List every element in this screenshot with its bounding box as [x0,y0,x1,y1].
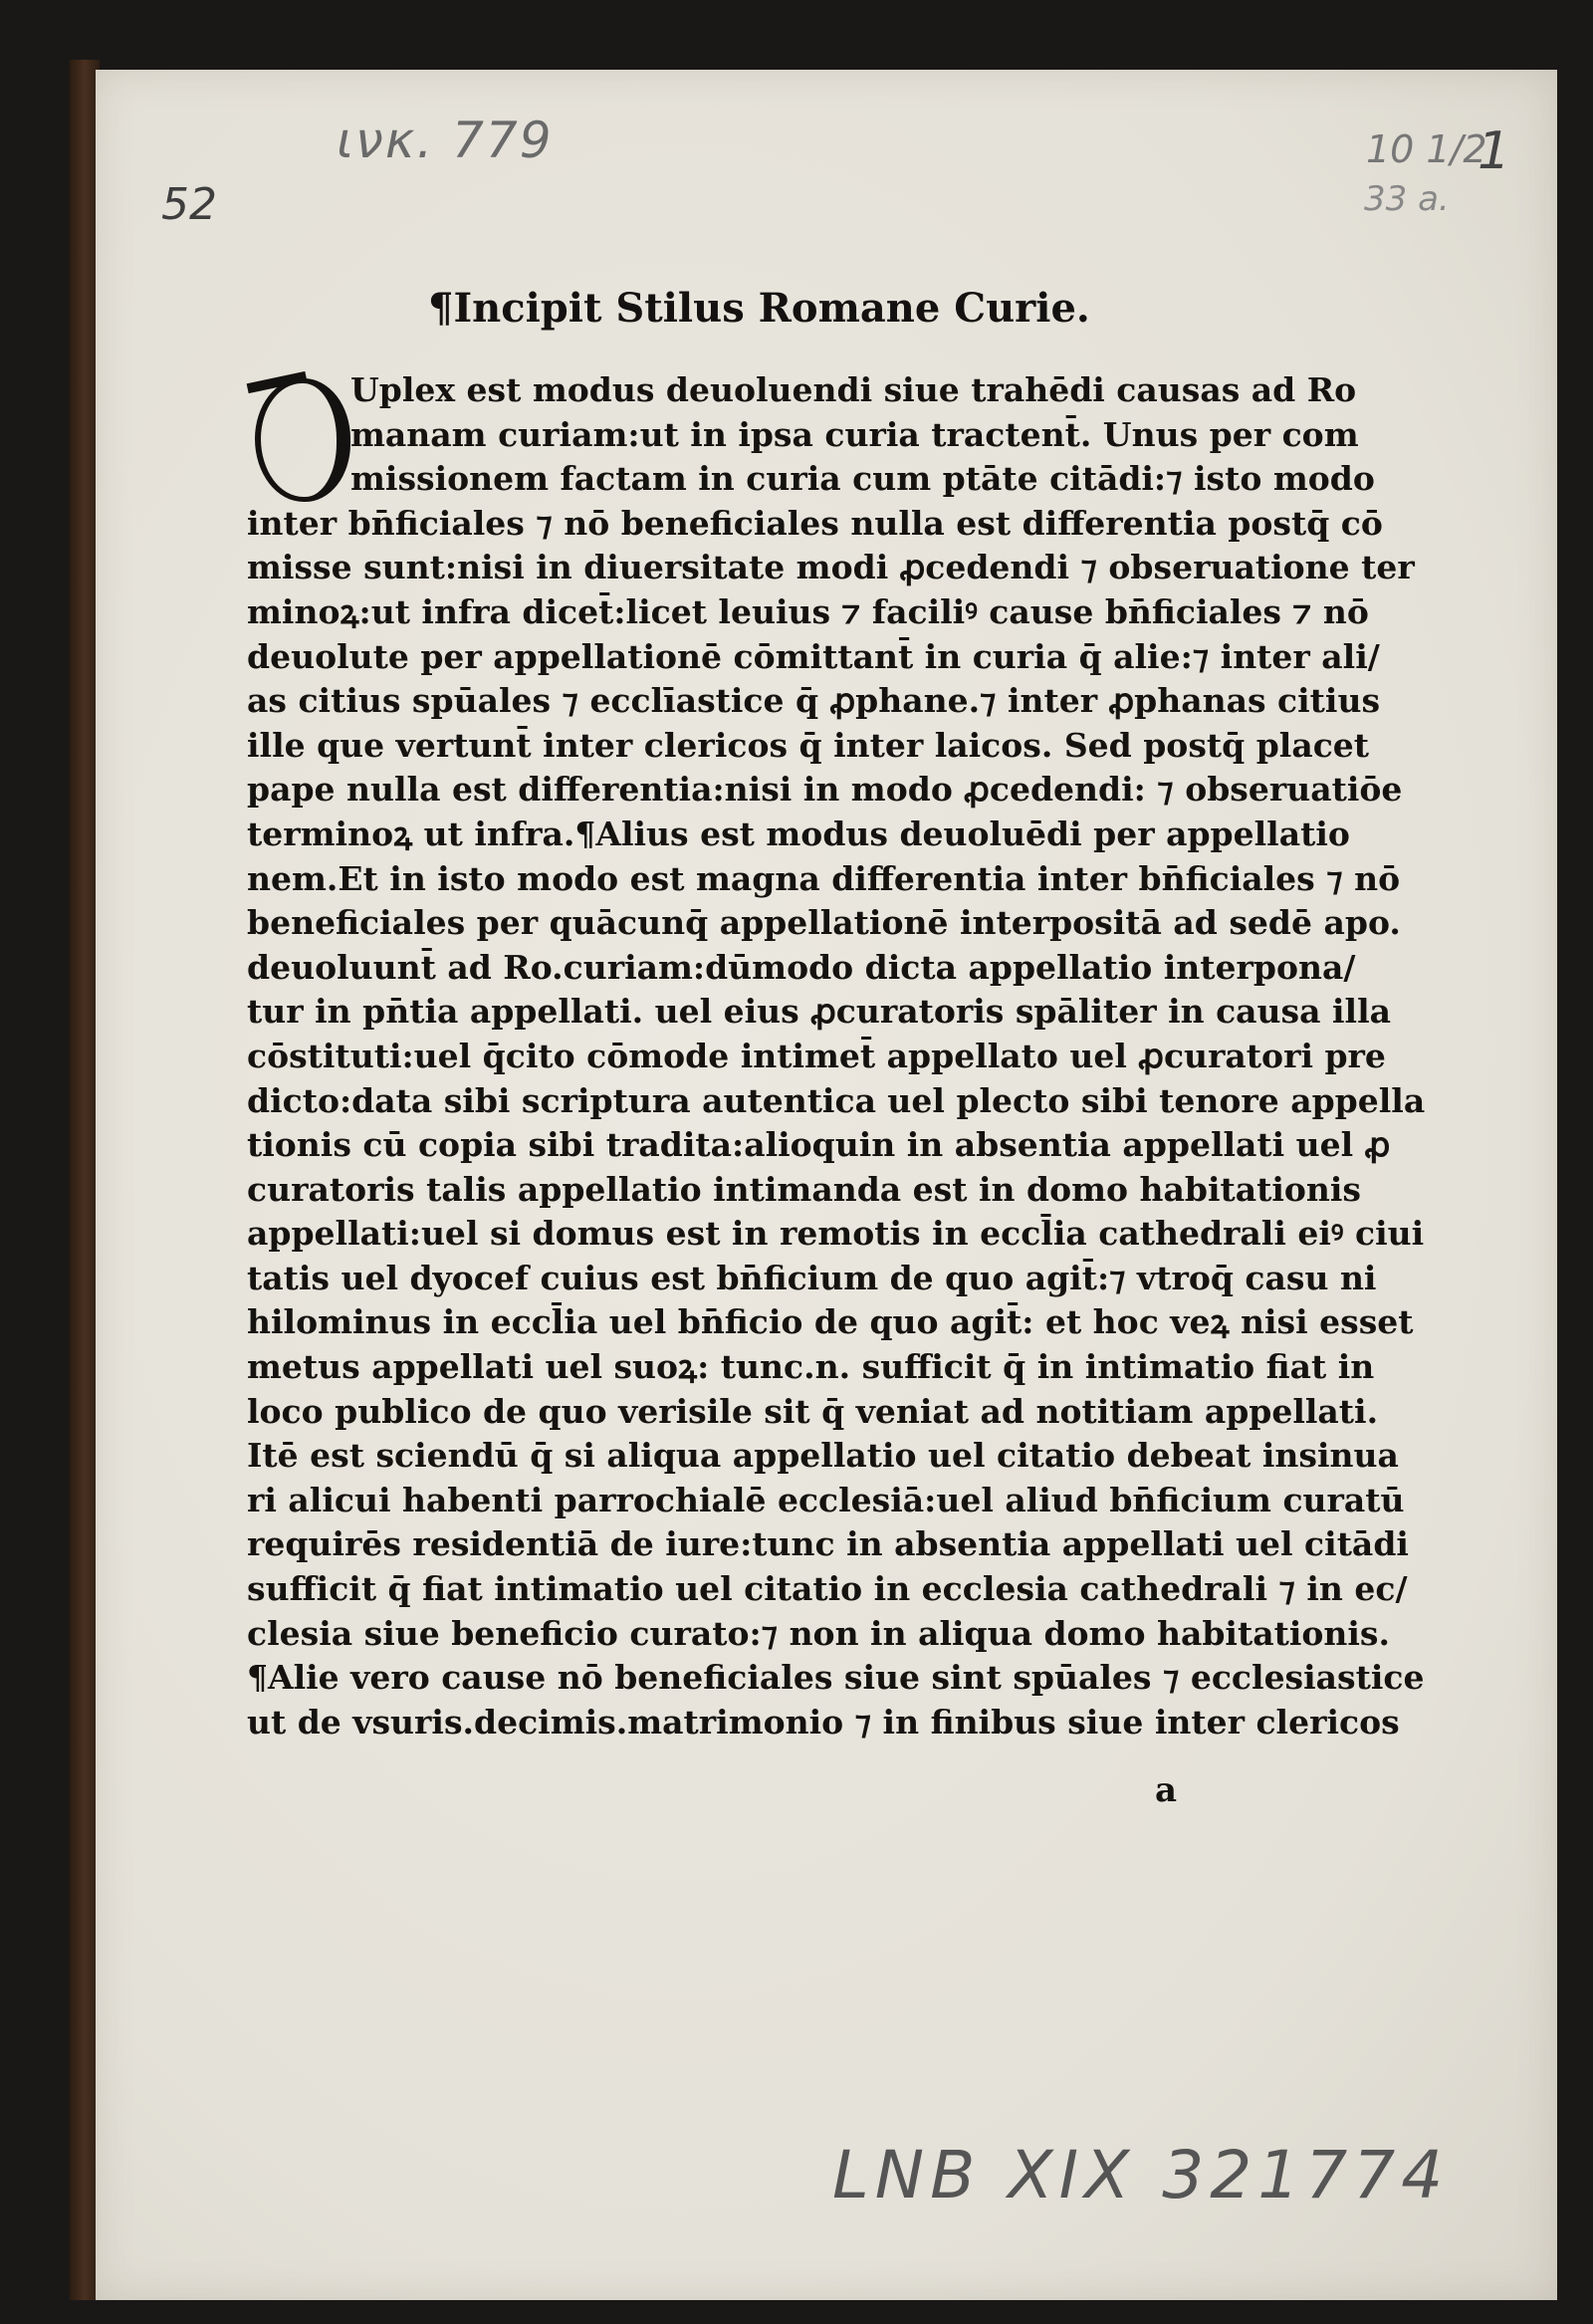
top-shelfmark: ινκ. 779 [337,112,554,169]
text-line: beneficiales per quācunq̄ appellationē interpositā ad sedē apo. [247,903,1401,943]
text-line: Uplex est modus deuoluendi siue trahēdi causas ad Ro [350,370,1357,409]
text-line: ¶Alie vero cause nō beneficiales siue sint spūales ⁊ ecclesiastice [247,1658,1425,1698]
right-margin-number-3: 33 a. [1364,179,1450,219]
text-line: inter bn̄ficiales ⁊ nō beneficiales nulla est differentia postq̄ cō [247,503,1383,543]
text-line: Itē est sciendū q̄ si aliqua appellatio uel citatio debeat insinua [247,1436,1399,1476]
text-line: curatoris talis appellatio intimanda est in domo habitationis [247,1169,1362,1209]
text-line: clesia siue beneficio curato:⁊ non in aliqua domo habitationis. [247,1613,1390,1653]
text-line: deuolute per appellationē cōmittant̄ in curia q̄ alie:⁊ inter ali/ [247,636,1380,676]
text-line: nem.Et in isto modo est magna differentia inter bn̄ficiales ⁊ nō [247,858,1401,898]
text-line: tionis cū copia sibi tradita:alioquin in absentia appellati uel ꝓ [247,1125,1391,1165]
body-text [247,368,1426,1744]
text-line: appellati:uel si domus est in remotis in eccl̄ia cathedrali eiꝰ ciui [247,1214,1425,1254]
left-margin-number: 52 [161,179,217,230]
right-margin-number-2: 1 [1478,121,1511,181]
text-line: sufficit q̄ fiat intimatio uel citatio in ecclesia cathedrali ⁊ in ec/ [247,1569,1408,1609]
text-line: loco publico de quo verisile sit q̄ veniat ad notitiam appellati. [247,1391,1379,1431]
text-line: tatis uel dyocef cuius est bn̄ficium de quo agit̄:⁊ vtroq̄ casu ni [247,1258,1377,1297]
text-line: as citius spūales ⁊ ecclīastice q̄ ꝓphane.⁊ inter ꝓphanas citius [247,681,1381,721]
text-line: manam curiam:ut in ipsa curia tractent̄. Unus per com [350,414,1359,454]
text-line: missionem factam in curia cum ptāte citādi:⁊ isto modo [350,459,1375,499]
text-line: ut de vsuris.decimis.matrimonio ⁊ in finibus siue inter clericos [247,1702,1400,1742]
text-line: ri alicui habenti parrochialē ecclesiā:uel aliud bn̄ficium curatū [247,1480,1405,1519]
text-line: misse sunt:nisi in diuersitate modi ꝓcedendi ⁊ obseruatione ter [247,548,1415,587]
text-line: minoꝝ:ut infra dicet̄:licet leuius ⁊ faciliꝰ cause bn̄ficiales ⁊ nō [247,591,1369,631]
text-line: cōstituti:uel q̄cito cōmode intimet̄ appellato uel ꝓcuratori pre [247,1036,1386,1075]
text-line: ille que vertunt̄ inter clericos q̄ inter laicos. Sed postq̄ placet [247,725,1370,765]
bottom-shelfmark: LNB XIX 321774 [832,2137,1450,2213]
right-margin-number: 10 1/2 [1366,127,1487,171]
text-line: requirēs residentiā de iure:tunc in absentia appellati uel citādi [247,1524,1409,1564]
text-line: hilominus in eccl̄ia uel bn̄ficio de quo agit̄: et hoc veꝝ nisi esset [247,1302,1414,1342]
page-heading: ¶Incipit Stilus Romane Curie. [428,285,1090,332]
text-line: tur in pn̄tia appellati. uel eius ꝓcuratoris spāliter in causa illa [247,992,1391,1032]
text-line: metus appellati uel suoꝝ: tunc.n. sufficit q̄ in intimatio fiat in [247,1347,1375,1387]
catchword: a [1155,1770,1178,1810]
text-line: dicto:data sibi scriptura autentica uel plecto sibi tenore appella [247,1080,1426,1120]
text-line: pape nulla est differentia:nisi in modo ꝓcedendi: ⁊ obseruatiōe [247,770,1403,810]
text-line: deuoluunt̄ ad Ro.curiam:dūmodo dicta appellatio interpona/ [247,947,1356,987]
text-line: terminoꝝ ut infra.¶Alius est modus deuoluēdi per appellatio [247,813,1350,853]
